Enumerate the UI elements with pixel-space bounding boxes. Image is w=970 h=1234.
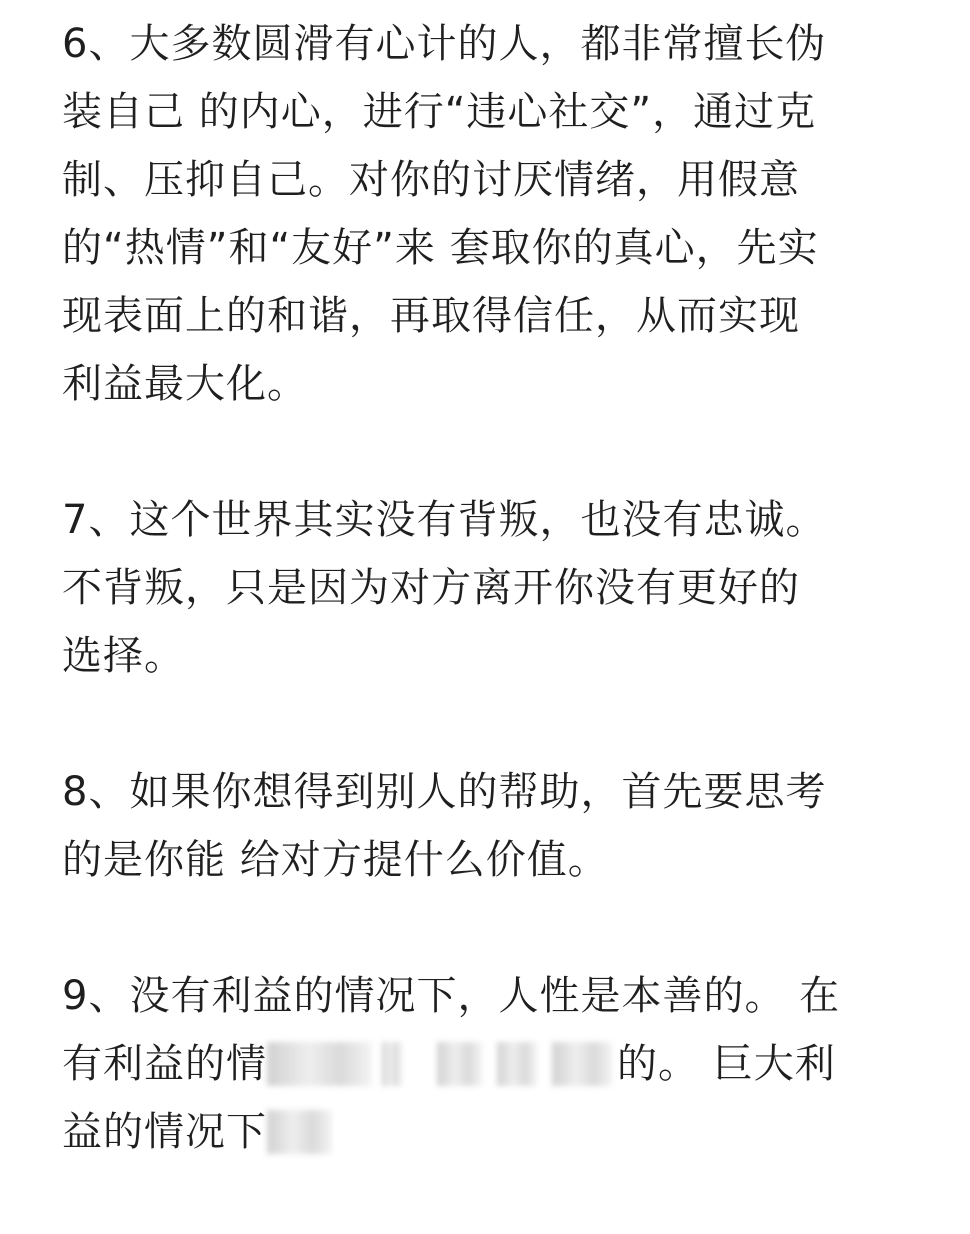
blurred-text-region xyxy=(267,1030,617,1098)
text-fragment: 有利益的情 xyxy=(62,1041,267,1087)
blurred-text-region xyxy=(267,1098,337,1166)
text-line: 7、这个世界其实没有背叛，也没有忠诚。 xyxy=(62,497,827,543)
paragraph-7 xyxy=(62,486,942,690)
text-line-partially-obscured xyxy=(62,1098,942,1166)
paragraph-6 xyxy=(62,10,942,418)
text-fragment: 的。 巨大利 xyxy=(617,1041,836,1087)
text-line: 的“热情”和“友好”来 套取你的真心，先实 xyxy=(62,225,819,271)
text-line: 8、如果你想得到别人的帮助，首先要思考 xyxy=(62,769,827,815)
text-line: 选择。 xyxy=(62,633,185,679)
paragraph-9 xyxy=(62,962,942,1166)
article-body xyxy=(62,10,942,1234)
text-line: 利益最大化。 xyxy=(62,361,308,407)
text-line: 6、大多数圆滑有心计的人，都非常擅长伪 xyxy=(62,21,827,67)
paragraph-8 xyxy=(62,758,942,894)
text-line: 不背叛，只是因为对方离开你没有更好的 xyxy=(62,565,800,611)
text-line: 制、压抑自己。对你的讨厌情绪，用假意 xyxy=(62,157,800,203)
text-line: 装自己 的内心，进行“违心社交”，通过克 xyxy=(62,89,817,135)
text-fragment: 益的情况下 xyxy=(62,1109,267,1155)
text-line: 现表面上的和谐，再取得信任，从而实现 xyxy=(62,293,800,339)
text-line: 的是你能 给对方提什么价值。 xyxy=(62,837,609,883)
text-line: 9、没有利益的情况下，人性是本善的。 在 xyxy=(62,973,841,1019)
text-line-partially-obscured xyxy=(62,1030,942,1098)
